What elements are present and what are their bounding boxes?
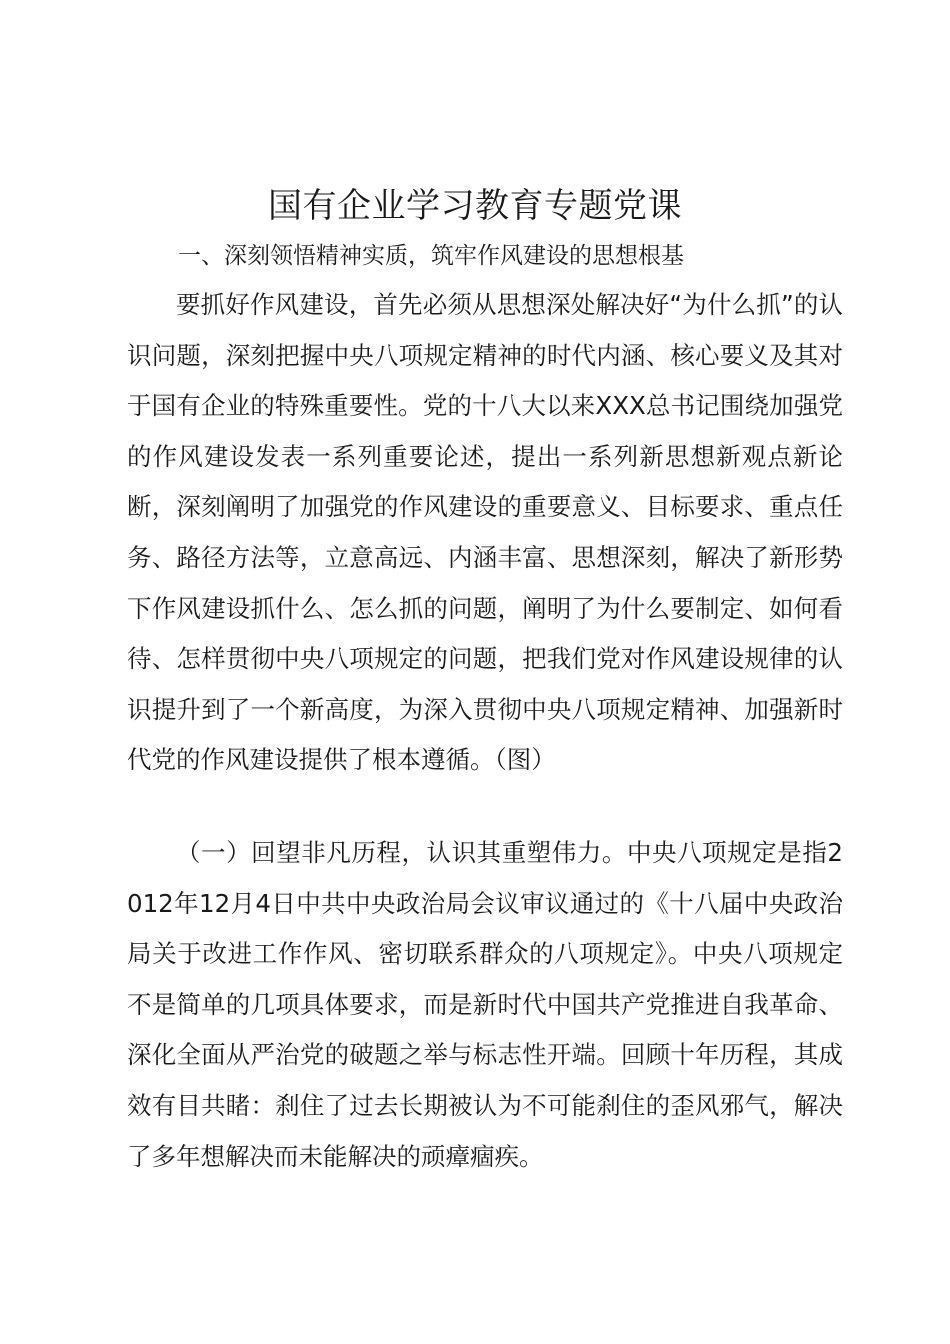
section-heading: 一、深刻领悟精神实质，筑牢作风建设的思想根基 [178, 243, 684, 269]
document-title: 国有企业学习教育专题党课 [268, 186, 682, 226]
body-paragraph: （一）回望非凡历程，认识其重塑伟力。中央八项规定是指2012年12月4日中共中央政治局会议审议通过的《十八届中央政治局关于改进工作作风、密切联系群众的八项规定》。中央八项规定不是简单的几项具体要求，而是新时代中国共产党推进自我革命、深化全面从严治党的破题之举与标志性开端。回顾十年历程，其成效有目共睹：刹住了过去长期被认为不可能刹住的歪风邪气，解决了多年想解决而未能解决的顽瘴痼疾。 [127, 838, 843, 1171]
body-paragraph: 要抓好作风建设，首先必须从思想深处解决好“为什么抓”的认识问题，深刻把握中央八项规定精神的时代内涵、核心要义及其对于国有企业的特殊重要性。党的十八大以来XXX总书记围绕加强党的作风建设发表一系列重要论述，提出一系列新思想新观点新论断，深刻阐明了加强党的作风建设的重要意义、目标要求、重点任务、路径方法等，立意高远、内涵丰富、思想深刻，解决了新形势下作风建设抓什么、怎么抓的问题，阐明了为什么要制定、如何看待、怎样贯彻中央八项规定的问题，把我们党对作风建设规律的认识提升到了一个新高度，为深入贯彻中央八项规定精神、加强新时代党的作风建设提供了根本遵循。（图） [127, 290, 843, 775]
